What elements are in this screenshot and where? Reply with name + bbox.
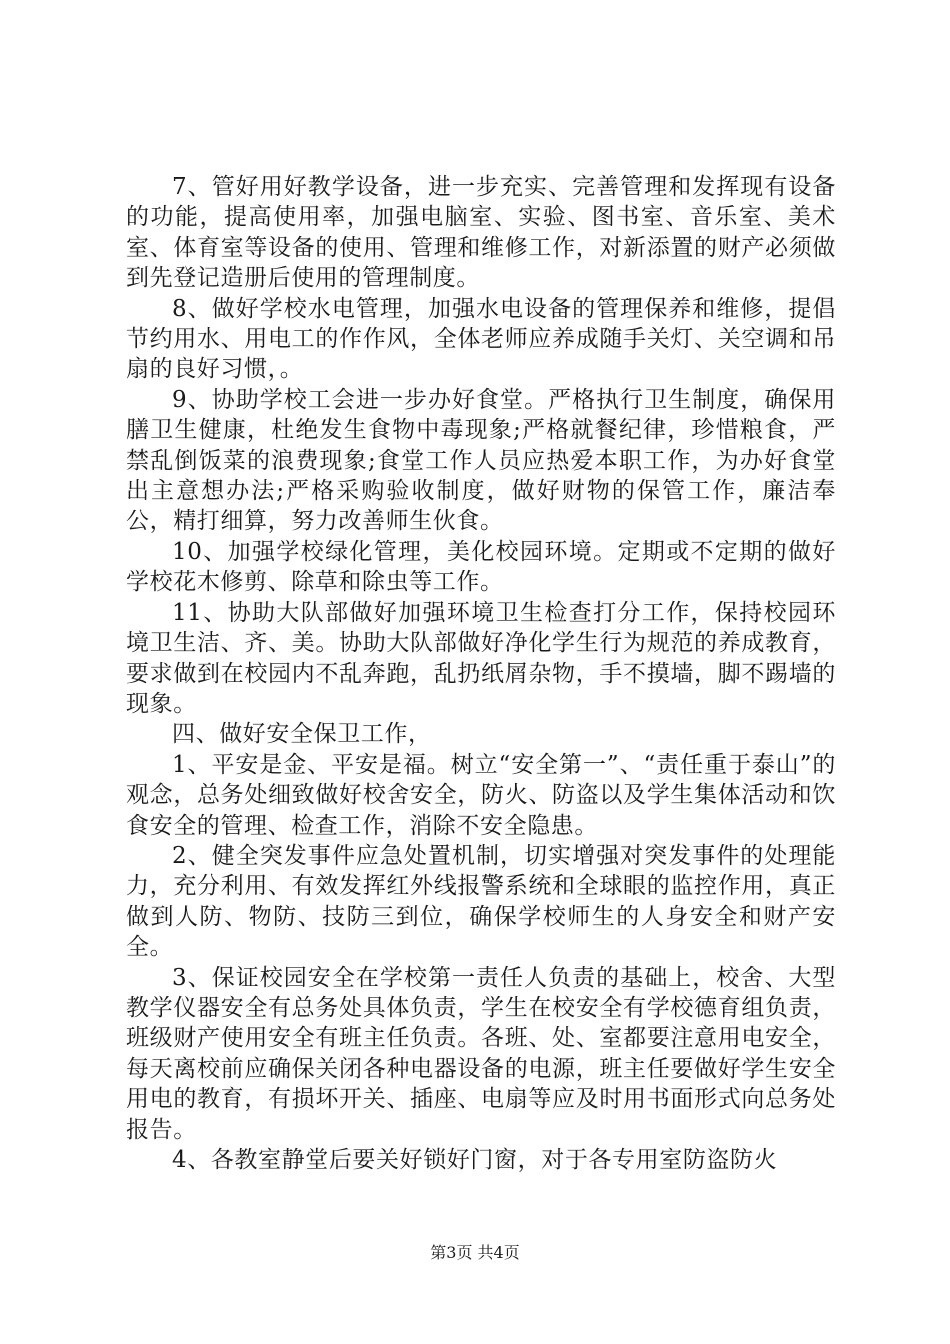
paragraph-security-2: 2、健全突发事件应急处置机制，切实增强对突发事件的处理能力，充分利用、有效发挥红外线报警系统和全球眼的监控作用，真正做到人防、物防、技防三到位，确保学校师生的人身安全和财产安全。 — [126, 842, 836, 961]
document-body — [126, 172, 836, 1175]
paragraph-item-9: 9、协助学校工会进一步办好食堂。严格执行卫生制度，确保用膳卫生健康，杜绝发生食物中毒现象;严格就餐纪律，珍惜粮食，严禁乱倒饭菜的浪费现象;食堂工作人员应热爱本职工作，为办好食堂出主意想办法;严格采购验收制度，做好财物的保管工作，廉洁奉公，精打细算，努力改善师生伙食。 — [126, 386, 836, 535]
page-footer: 第3页 共4页 — [430, 1243, 520, 1262]
paragraph-item-11: 11、协助大队部做好加强环境卫生检查打分工作，保持校园环境卫生洁、齐、美。协助大队部做好净化学生行为规范的养成教育，要求做到在校园内不乱奔跑，乱扔纸屑杂物，手不摸墙，脚不踢墙的现象。 — [126, 599, 836, 717]
paragraph-item-10: 10、加强学校绿化管理，美化校园环境。定期或不定期的做好学校花木修剪、除草和除虫等工作。 — [126, 538, 836, 596]
section-heading-security: 四、做好安全保卫工作， — [172, 721, 432, 748]
paragraph-item-8: 8、做好学校水电管理，加强水电设备的管理保养和维修，提倡节约用水、用电工的作作风，全体老师应养成随手关灯、关空调和吊扇的良好习惯，。 — [126, 295, 836, 383]
paragraph-security-4: 4、各教室静堂后要关好锁好门窗，对于各专用室防盗防火 — [172, 1147, 778, 1173]
paragraph-security-3: 3、保证校园安全在学校第一责任人负责的基础上，校舍、大型教学仪器安全有总务处具体负责，学生在校安全有学校德育组负责，班级财产使用安全有班主任负责。各班、处、室都要注意用电安全，每天离校前应确保关闭各种电器设备的电源，班主任要做好学生安全用电的教育，有损坏开关、插座、电扇等应及时用书面形式向总务处报告。 — [126, 964, 836, 1143]
paragraph-security-1: 1、平安是金、平安是福。树立“安全第一”、“责任重于泰山”的观念，总务处细致做好校舍安全，防火、防盗以及学生集体活动和饮食安全的管理、检查工作，消除不安全隐患。 — [126, 751, 836, 839]
paragraph-item-7: 7、管好用好教学设备，进一步充实、完善管理和发挥现有设备的功能，提高使用率，加强电脑室、实验、图书室、音乐室、美术室、体育室等设备的使用、管理和维修工作，对新添置的财产必须做到先登记造册后使用的管理制度。 — [126, 174, 836, 292]
